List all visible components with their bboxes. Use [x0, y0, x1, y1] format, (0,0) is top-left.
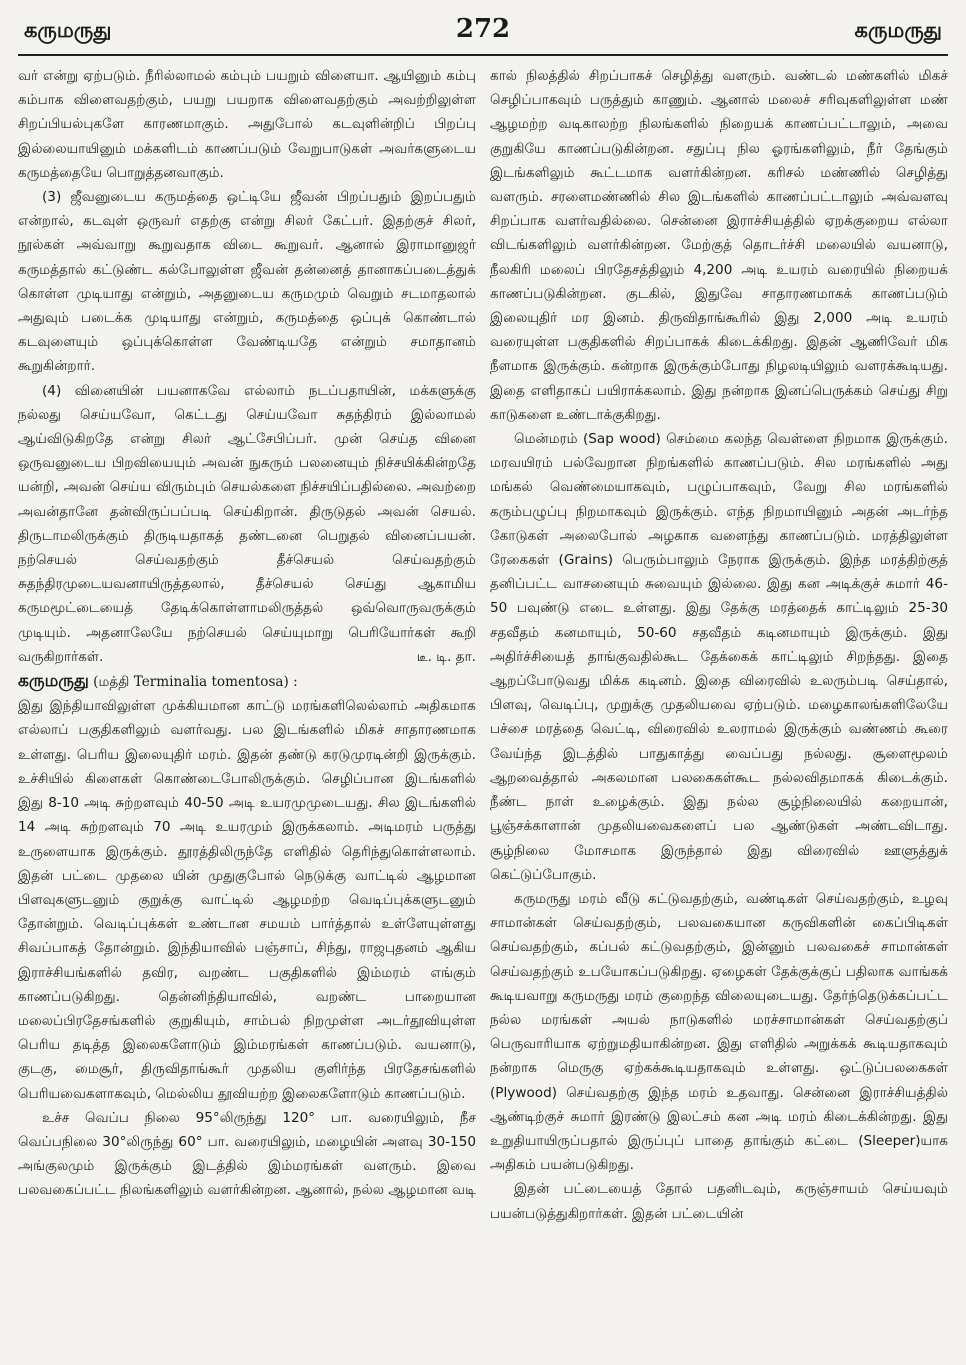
- paragraph: மென்மரம் (Sap wood) செம்மை கலந்த வெள்ளை நிறமாக இருக்கும். மரவயிரம் பல்வேறான நிறங்களில் காணப்படும். சில மரங்களில் அது மங்கல் வெண்மையாகவும், பழுப்பாகவும், வேறு சில மரங்களில் கரும்பழுப்பு நிறமாகவும் இருக்கும். எந்த நிறமாயினும் அதன் அடர்ந்த கோடுகள் அலைபோல் அழகாக வளைந்து காணப்படும். மரத்திலுள்ள ரேகைகள் (Grains) பெரும்பாலும் நேராக இருக்கும். இந்த மரத்திற்குத் தனிப்பட்ட வாசனையும் சுவையும் இல்லை. இது கன அடிக்குச் சுமார் 46-50 பவுண்டு எடை உள்ளது. இது தேக்கு மரத்தைக் காட்டிலும் 25-30 சதவீதம் கனமாயும், 50-60 சதவீதம் கடினமாயும் இருக்கும். இது அதிர்ச்சியைத் தாங்குவதில்கூட தேக்கைக் காட்டிலும் சிறந்தது. இதை ஆறப்போடுவது மிக்க கடினம். இதை விரைவில் உலரும்படி செய்தால், பிளவு, வெடிப்பு, முறுக்கு முதலியவை ஏற்படும். மழைகாலங்களிலேயே பச்சை மரத்தை வெட்டி, விரைவில் உலராமல் இருக்கும் வண்ணம் கூரை வேய்ந்த இடத்தில் பாதுகாத்து வைப்பது நல்லது. சூளைமூலம் ஆறவைத்தால் அகலமான பலகைகள்கூட நல்லவிதமாகக் கிடைக்கும். நீண்ட நாள் உழைக்கும். இது நல்ல சூழ்நிலையில் கறையான், பூஞ்சக்காளான் முதலியவைகளைப் பல ஆண்டுகள் அண்டவிடாது. சூழ்நிலை மோசமாக இருந்தால் இது விரைவில் ஊளுத்துக் கெட்டுப்போகும்.: [490, 431, 948, 883]
- paragraph: (3) ஜீவனுடைய கருமத்தை ஒட்டியே ஜீவன் பிறப்பதும் இறப்பதும் என்றால், கடவுள் ஒருவர் எதற்கு என்று சிலர் கேட்பர். இதற்குச் சிலர், நூல்கள் அவ்வாறு கூறுவதாக விடை கூறுவர். ஆனால் இராமானுஜர் கருமத்தால் கட்டுண்ட கல்போலுள்ள ஜீவன் தன்னைத் தானாகப்படைத்துக் கொள்ள முடியாது என்றும், அதனுடைய கருமமும் வெறும் சடமாதலால் அதுவும் படைக்க முடியாது என்றும், கருமத்தை ஒப்புக் கொண்டால் கடவுளையும் ஒப்புக்கொள்ள வேண்டியதே என்றும் சமாதானம் கூறுகின்றார்.: [18, 189, 476, 375]
- paragraph-text: (4) வினையின் பயனாகவே எல்லாம் நடப்பதாயின், மக்களுக்கு நல்லது செய்யவோ, கெட்டது செய்யவோ சுதந்திரம் இல்லாமல் ஆய்விடுகிறதே என்று சிலர் ஆட்சேபிப்பர். முன் செய்த வினை ஒருவனுடைய பிறவியையும் அவன் நுகரும் பலனையும் நிச்சயிக்கின்றதே யன்றி, அவன் செய்ய விரும்பும் செயல்களை நிச்சயிப்பதில்லை. அவற்றை அவன்தானே தன்விருப்பப்படி செய்கிறான். திருடுதல் அவன் செயல். திருடாமலிருக்கும் திருடியதாகத் தண்டனை பெறுதல் வினைப்பயன். நற்செயல் செய்வதற்கும் தீச்செயல் செய்வதற்கும் சுதந்திரமுடையவனாயிருத்தலால், தீச்செயல் செய்து ஆகாமிய கருமமூட்டையைத் தேடிக்கொள்ளாமலிருத்தல் ஒவ்வொருவருக்கும் முடியும். அதனாலேயே நற்செயல் செய்யுமாறு பெரியோர்கள் கூறி வருகிறார்கள்.: [18, 382, 476, 665]
- paragraph: உச்ச வெப்ப நிலை 95°லிருந்து 120° பா. வரையிலும், நீச வெப்பநிலை 30°லிருந்து 60° பா. வரையிலும், மழையின் அளவு 30-150 அங்குலமும் இருக்கும் இடத்தில் இம்மரங்கள் வளரும். இவை பலவகைப்பட்ட நிலங்களிலும் வளர்கின்றன. ஆனால், நல்ல ஆழமான வடி: [18, 1109, 476, 1199]
- text-columns: [18, 64, 948, 1354]
- author-signature: டீ. டி. தா.: [416, 648, 476, 665]
- paragraph: இதன் பட்டையைத் தோல் பதனிடவும், கருஞ்சாயம் செய்யவும் பயன்படுத்துகிறார்கள். இதன் பட்டையின்: [490, 1181, 948, 1222]
- page-header: [18, 14, 948, 56]
- header-right-keyword: கருமருது: [854, 18, 942, 42]
- entry-heading-line: [18, 669, 476, 694]
- paragraph: [18, 379, 476, 669]
- page-number: 272: [455, 14, 511, 44]
- entry-title: கருமருது: [18, 671, 89, 692]
- left-column: [18, 64, 476, 1354]
- paragraph: கால் நிலத்தில் சிறப்பாகச் செழித்து வளரும். வண்டல் மண்களில் மிகச் செழிப்பாகவும் பருத்தும் காணும். ஆனால் மலைச் சரிவுகளிலுள்ள மண் ஆழமற்ற வடிகாலற்ற நிலங்களில் நிறையக் காணப்பட்டாலும், அவை குறுகியே காணப்படுகின்றன. சதுப்பு நில ஓரங்களிலும், நீர் தேங்கும் இடங்களிலும் கூட்டமாக வளர்கின்றன. கரிசல் மண்ணில் செழித்து வளரும். சரளைமண்ணில் சில இடங்களில் காணப்பட்டாலும் அவ்வளவு சிறப்பாக வளர்வதில்லை. சென்னை இராச்சியத்தில் ஏறக்குறைய எல்லா விடங்களிலும் வளர்கின்றன. மேற்குத் தொடர்ச்சி மலையில் வயனாடு, நீலகிரி மலைப் பிரதேசத்திலும் 4,200 அடி உயரம் வரையில் நிறையக் காணப்படுகின்றன. குடகில், இதுவே சாதாரணமாகக் காணப்படும் இலையுதிர் மர இனம். திருவிதாங்கூரில் இது 2,000 அடி உயரம் வரையுள்ள பகுதிகளில் சிறப்பாகக் கிடைக்கிறது. இதன் ஆணிவேர் மிக நீளமாக இருக்கும். கன்றாக இருக்கும்போது நிழலடியிலும் வளரக்கூடியது. இதை எளிதாகப் பயிராக்கலாம். இது நன்றாக இனப்பெருக்கம் செய்து சிறு காடுகளை உண்டாக்குகிறது.: [490, 68, 948, 423]
- paragraph: வர் என்று ஏற்படும். நீரில்லாமல் கம்பும் பயறும் விளையா. ஆயினும் கம்பு கம்பாக விளைவதற்கும், பயறு பயறாக விளைவதற்கும் அவற்றிலுள்ள சிறப்பியல்புகளே காரணமாகும். அதுபோல் கடவுளின்றிப் பிறப்பு இல்லையாயினும் மக்களிடம் காணப்படும் வேறுபாடுகள் அவர்களுடைய கருமத்தையே பொறுத்தனவாகும்.: [18, 68, 476, 181]
- header-left-keyword: கருமருது: [24, 18, 112, 42]
- right-column: [490, 64, 948, 1354]
- entry-scientific-name: (மத்தி Terminalia tomentosa) :: [93, 674, 298, 691]
- paragraph: கருமருது மரம் வீடு கட்டுவதற்கும், வண்டிகள் செய்வதற்கும், உழவு சாமான்கள் செய்வதற்கும், பலவகையான கருவிகளின் கைப்பிடிகள் செய்வதற்கும், கப்பல் கட்டுவதற்கும், இன்னும் பலவகைச் சாமான்கள் செய்வதற்கும் உபயோகப்படுகிறது. ஏழைகள் தேக்குக்குப் பதிலாக வாங்கக் கூடியவாறு கருமருது மரம் குறைந்த விலையுடையது. தேர்ந்தெடுக்கப்பட்ட நல்ல மரங்கள் அயல் நாடுகளில் மரச்சாமான்கள் செய்வதற்குப் பெருவாரியாக ஏற்றுமதியாகின்றன. இது எளிதில் அறுக்கக் கூடியதாகவும் நன்றாக மெருகு ஏற்கக்கூடியதாகவும் உள்ளது. ஒட்டுப்பலகைகள் (Plywood) செய்வதற்கு இந்த மரம் உதவாது. சென்னை இராச்சியத்தில் ஆண்டிற்குச் சுமார் இரண்டு இலட்சம் கன அடி மரம் கிடைக்கின்றது. இது உறுதியாயிருப்பதால் இருப்புப் பாதை தாங்கும் கட்டை (Sleeper)யாக அதிகம் பயன்படுகிறது.: [490, 890, 948, 1174]
- paragraph: இது இந்தியாவிலுள்ள முக்கியமான காட்டு மரங்களிலெல்லாம் அதிகமாக எல்லாப் பகுதிகளிலும் வளர்வது. பல இடங்களில் மிகச் சாதாரணமாக உள்ளது. பெரிய இலையுதிர் மரம். இதன் தண்டு கரடுமுரடின்றி இருக்கும். உச்சியில் கிளைகள் கொண்டைபோலிருக்கும். செழிப்பான இடங்களில் இது 8-10 அடி சுற்றளவும் 40-50 அடி உயரமுமுடையது. சில இடங்களில் 14 அடி சுற்றளவும் 70 அடி உயரமும் இருக்கலாம். அடிமரம் பருத்து உருளையாக இருக்கும். தூரத்திலிருந்தே எளிதில் தெரிந்துகொள்ளலாம். இதன் பட்டை முதலை யின் முதுகுபோல் நெடுக்கு வாட்டில் ஆழமான பிளவுகளுடனும் குறுக்கு வாட்டில் ஆழமற்ற வெடிப்புக்களுடனும் தோன்றும். வெடிப்புக்கள் உண்டான சமயம் பார்த்தால் உள்ளேயுள்ளது சிவப்பாகத் தோன்றும். இந்தியாவில் பஞ்சாப், சிந்து, ராஜபுதனம் ஆகிய இராச்சியங்களில் தவிர, வறண்ட பகுதிகளில் இம்மரம் எங்கும் காணப்படுகிறது. தென்னிந்தியாவில், வறண்ட பாறையான மலைப்பிரதேசங்களில் குறுகியும், சாம்பல் நிறமுள்ள அடர்தூவியுள்ள பெரிய தடித்த இலைகளோடும் இம்மரங்கள் காணப்படும். வயனாடு, குடகு, மைசூர், திருவிதாங்கூர் முதலிய குளிர்ந்த பிரதேசங்களில் பெரியவைகளாகவும், மெல்லிய தூவியற்ற இலைகளோடும் காணப்படும்.: [18, 698, 476, 1102]
